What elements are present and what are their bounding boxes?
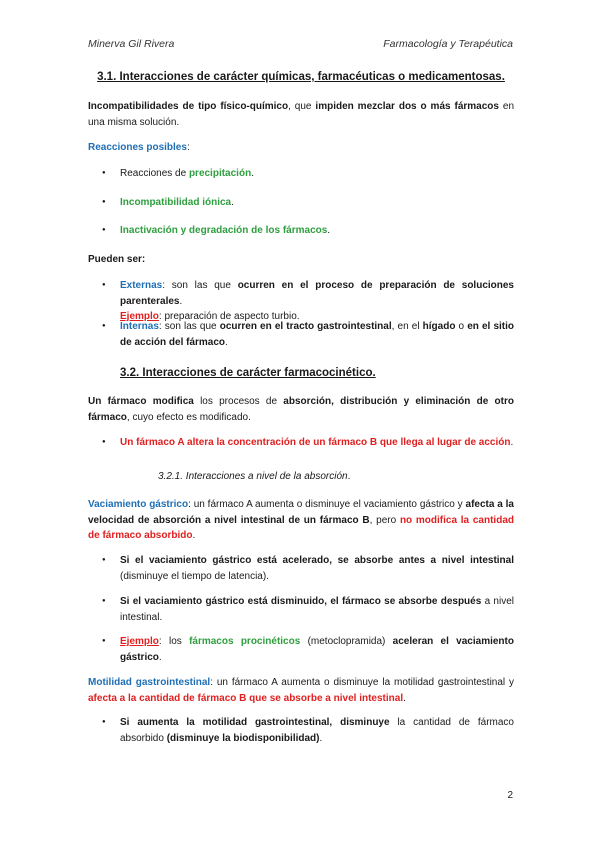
text-bold: afecta a la velocidad de absorción a nivel intestinal de un fármaco B xyxy=(88,499,514,526)
text-bold: Incompatibilidades de tipo físico-químico xyxy=(88,101,289,112)
text-bold: en el sitio de acción del fármaco xyxy=(120,321,515,348)
paragraph-farmacocinetico xyxy=(88,394,514,425)
text: : xyxy=(186,142,190,153)
text: , en el xyxy=(391,321,423,332)
text-green: fármacos procinéticos xyxy=(189,636,301,647)
text: . xyxy=(192,530,196,541)
text: . xyxy=(347,471,351,482)
text: . xyxy=(510,437,514,448)
text: en una misma solución. xyxy=(88,101,515,128)
reacciones-label: Reacciones posibles xyxy=(88,142,187,153)
paragraph-incompatibilidades xyxy=(88,99,514,130)
text: . xyxy=(327,225,331,236)
paragraph-vaciamiento xyxy=(88,497,514,544)
text: , que xyxy=(288,101,316,112)
text-bold: Si aumenta la motilidad gastrointestinal, disminuye xyxy=(120,717,390,728)
text: . xyxy=(179,295,183,307)
list-item-acelerado xyxy=(120,553,514,584)
text: a nivel intestinal. xyxy=(120,596,514,623)
subsection-title-3-2-1 xyxy=(158,469,514,485)
text: los procesos de xyxy=(193,396,284,407)
text-bold: (disminuye la biodisponibilidad) xyxy=(166,732,320,744)
internas-label: Internas xyxy=(120,321,159,332)
list-item-externas xyxy=(120,278,514,325)
text-bold: Un fármaco modifica xyxy=(88,396,194,407)
text-bold: Si el vaciamiento gástrico está disminuido, el fármaco se absorbe después xyxy=(120,596,482,607)
text-green: precipitación xyxy=(188,168,252,179)
section-title-3-1: 3.1. Interacciones de carácter químicas, farmacéuticas o medicamentosas. xyxy=(97,71,505,83)
list-item-incompatibilidad xyxy=(120,195,514,211)
text: (disminuye el tiempo de latencia). xyxy=(120,570,269,582)
list-item-concentracion xyxy=(120,435,514,451)
list-item-inactivacion xyxy=(120,223,514,239)
text: Reacciones de xyxy=(120,168,189,179)
text: . xyxy=(251,168,254,179)
text: : los xyxy=(158,636,190,647)
text: : son las que xyxy=(158,321,220,332)
text-bold: Si el vaciamiento gástrico está acelerado, se absorbe antes a nivel intestinal xyxy=(120,555,514,566)
list-item-disminuido xyxy=(120,594,514,625)
ejemplo-label: Ejemplo xyxy=(120,636,159,647)
externas-label: Externas xyxy=(120,280,163,291)
vaciamiento-label: Vaciamiento gástrico xyxy=(88,499,189,510)
text-bold: ocurren en el proceso de preparación de soluciones parenterales xyxy=(120,280,514,307)
motilidad-label: Motilidad gastrointestinal xyxy=(88,677,211,688)
text-bold: aceleran el vaciamiento gástrico xyxy=(120,636,514,663)
list-item-internas xyxy=(120,319,514,350)
ejemplo-label: Ejemplo xyxy=(120,311,159,322)
text: . xyxy=(403,692,406,704)
text-red: no modifica la cantidad de fármaco absorbido xyxy=(88,514,514,541)
list-item-ejemplo-procineticos xyxy=(120,634,514,665)
paragraph-motilidad xyxy=(88,675,514,706)
text-bold: absorción, distribución y eliminación de otro fármaco xyxy=(88,396,514,423)
list-item-precipitacion xyxy=(120,166,514,182)
text-red: afecta a la cantidad de fármaco B que se absorbe a nivel intestinal xyxy=(88,692,404,704)
text: (metoclopramida) xyxy=(300,636,393,647)
text: . xyxy=(231,197,234,208)
header-subject: Farmacología y Terapéutica xyxy=(383,38,513,50)
list-item-aumenta-motilidad xyxy=(120,715,514,746)
text: , pero xyxy=(369,514,400,526)
text-green: Inactivación y degradación de los fármacos xyxy=(120,225,328,236)
text: . xyxy=(319,732,323,744)
text-bold: ocurren en el tracto gastrointestinal xyxy=(219,321,392,332)
text: . xyxy=(158,651,162,663)
label-pueden-ser: Pueden ser: xyxy=(88,254,146,265)
text: : preparación de aspecto turbio. xyxy=(158,311,300,322)
text: . xyxy=(225,336,228,348)
text-bold: impiden mezclar dos o más fármacos xyxy=(315,101,499,112)
text: : un fármaco A aumenta o disminuye el vaciamiento gástrico y xyxy=(188,499,466,510)
text: , cuyo efecto es modificado. xyxy=(126,411,251,423)
page-number: 2 xyxy=(507,790,513,801)
text: o xyxy=(455,321,468,332)
label-reacciones xyxy=(88,140,514,156)
header-author: Minerva Gil Rivera xyxy=(88,38,175,50)
text-bold: hígado xyxy=(422,321,456,332)
text: la cantidad de fármaco absorbido xyxy=(120,717,514,744)
text: : un fármaco A aumenta o disminuye la motilidad gastrointestinal y xyxy=(210,677,515,688)
section-title-3-2: 3.2. Interacciones de carácter farmacocinético. xyxy=(120,367,376,379)
text-italic: 3.2.1. Interacciones a nivel de la absorción xyxy=(158,471,348,482)
text: : son las que xyxy=(162,280,238,291)
text-red: Un fármaco A altera la concentración de un fármaco B que llega al lugar de acción xyxy=(120,437,511,448)
text-green: Incompatibilidad iónica xyxy=(120,197,232,208)
